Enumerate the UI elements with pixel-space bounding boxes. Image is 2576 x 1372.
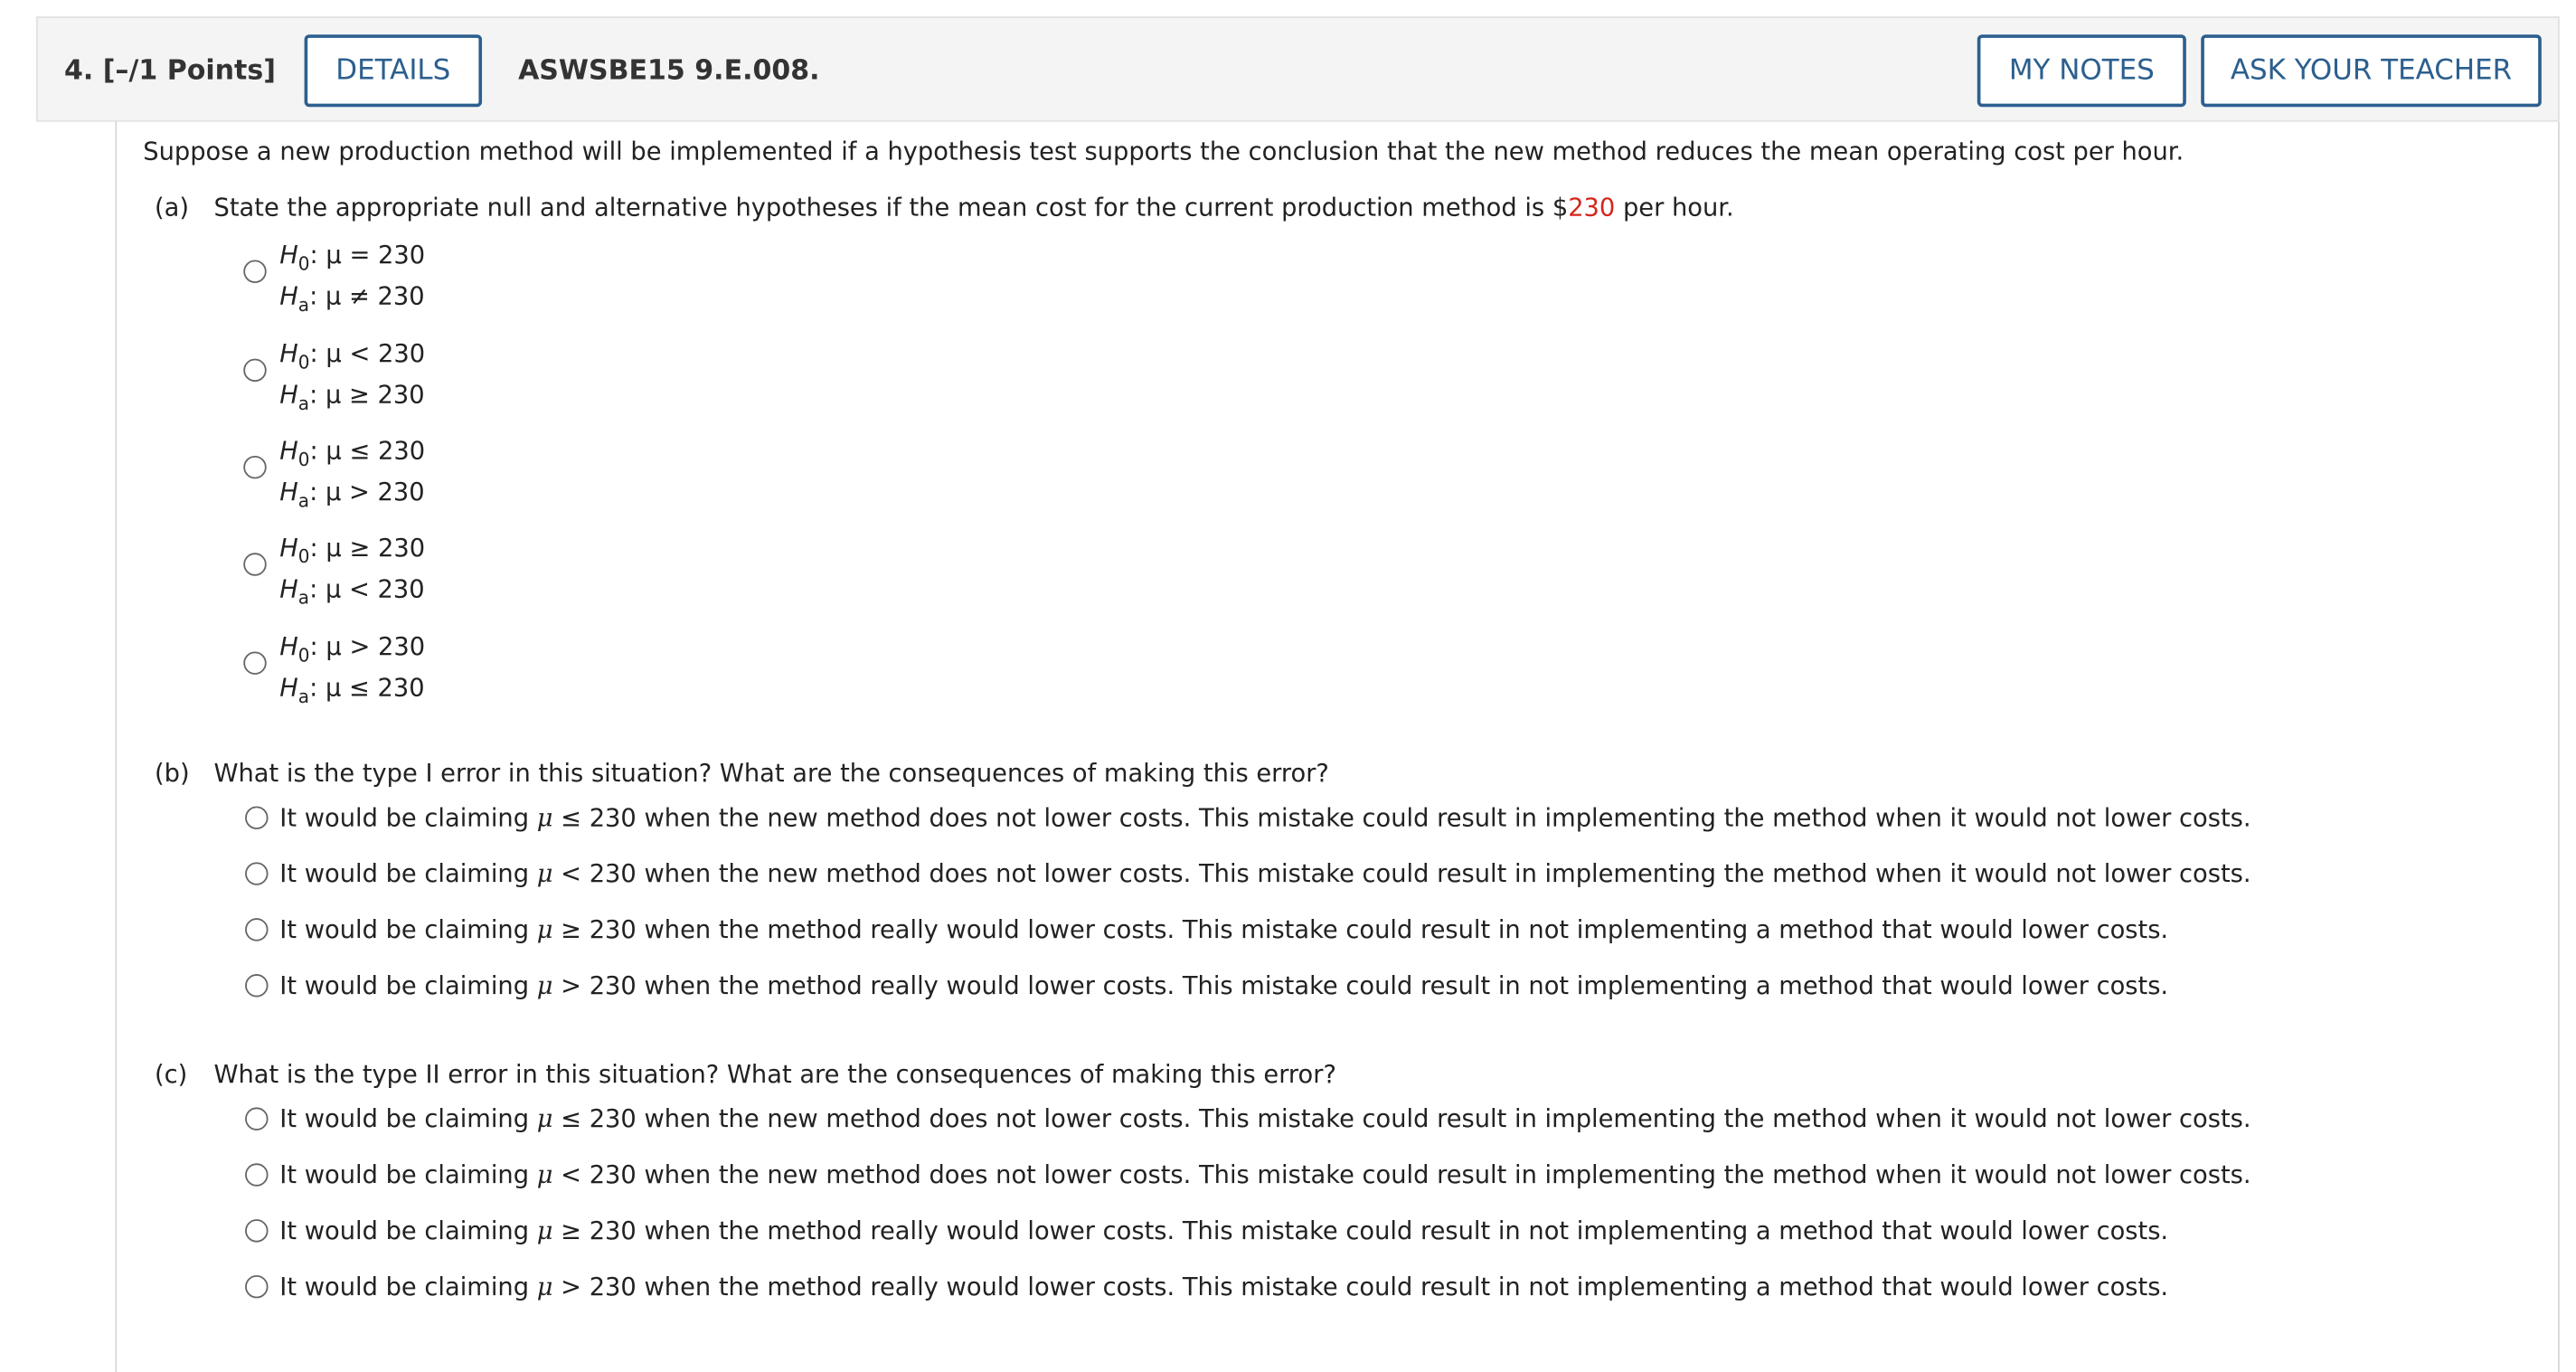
option-text-pre: It would be claiming xyxy=(279,1103,537,1134)
option-text-pre: It would be claiming xyxy=(279,1272,537,1302)
details-button[interactable]: DETAILS xyxy=(305,34,482,107)
part-b-option[interactable] xyxy=(245,859,2250,889)
option-text-post: when the method really would lower costs. This mistake could result in not implementing a method that would lower costs. xyxy=(644,970,2169,1001)
option-text-pre: It would be claiming xyxy=(279,970,537,1001)
part-a-prompt-suffix: per hour. xyxy=(1615,192,1734,222)
part-b-option[interactable] xyxy=(245,970,2168,1000)
hypothesis-expression: : μ < 230 xyxy=(309,338,426,369)
hypothesis-expression: : μ ≠ 230 xyxy=(309,281,425,311)
part-a-cost-value: 230 xyxy=(1568,192,1616,222)
hypothesis-expression: : μ ≥ 230 xyxy=(309,380,425,411)
question-points: 4. [–/1 Points] xyxy=(63,54,276,86)
part-b-option-radio[interactable] xyxy=(245,918,268,941)
option-text-post: when the method really would lower costs. This mistake could result in not implementing a method that would lower costs. xyxy=(644,914,2169,945)
part-b-option-radio[interactable] xyxy=(245,974,268,997)
part-a-option-radio[interactable] xyxy=(243,651,266,674)
option-text xyxy=(279,859,2250,889)
question-header xyxy=(36,16,2560,121)
option-text-mu: μ xyxy=(536,1159,553,1190)
option-text xyxy=(279,915,2168,945)
null-hypothesis: $H_0$: μ > 230 xyxy=(279,631,426,667)
hypothesis-expression: : μ ≤ 230 xyxy=(309,436,426,466)
alternative-hypothesis: $H_a$: μ ≤ 230 xyxy=(279,673,425,708)
option-text-rel: ≤ 230 xyxy=(552,802,645,833)
option-text-post: when the new method does not lower costs. This mistake could result in implementing the method when it would not lower costs. xyxy=(644,802,2251,833)
part-c-option-radio[interactable] xyxy=(245,1107,268,1130)
null-hypothesis: $H_0$: μ ≥ 230 xyxy=(279,533,426,568)
option-text-mu: μ xyxy=(536,970,553,1001)
part-b-prompt: What is the type I error in this situation? What are the consequences of making this error? xyxy=(213,758,1329,789)
option-text-mu: μ xyxy=(536,1216,553,1246)
null-hypothesis: $H_0$: μ < 230 xyxy=(279,338,426,374)
hypothesis-expression: : μ ≤ 230 xyxy=(309,673,425,703)
part-c-option[interactable] xyxy=(245,1160,2250,1190)
part-b-label: (b) xyxy=(155,758,190,789)
option-text-rel: > 230 xyxy=(552,970,645,1001)
my-notes-button[interactable]: MY NOTES xyxy=(1977,34,2186,107)
option-text-pre: It would be claiming xyxy=(279,1159,537,1190)
part-a-option-radio[interactable] xyxy=(243,260,266,282)
hypothesis-expression: : μ > 230 xyxy=(309,631,426,662)
option-text xyxy=(279,1216,2168,1245)
alternative-hypothesis: $H_a$: μ ≠ 230 xyxy=(279,281,425,317)
option-text-mu: μ xyxy=(536,1103,553,1134)
option-text-rel: ≥ 230 xyxy=(552,914,645,945)
part-b-option[interactable] xyxy=(245,803,2250,833)
part-c-option-radio[interactable] xyxy=(245,1219,268,1242)
alternative-hypothesis: $H_a$: μ < 230 xyxy=(279,573,425,610)
hypothesis-expression: : μ = 230 xyxy=(309,240,426,270)
part-c-option-radio[interactable] xyxy=(245,1163,268,1186)
option-text-pre: It would be claiming xyxy=(279,1216,537,1246)
part-b-option[interactable] xyxy=(245,915,2168,945)
option-text xyxy=(279,1160,2250,1190)
null-hypothesis: $H_0$: μ ≤ 230 xyxy=(279,436,426,471)
part-a-option-radio[interactable] xyxy=(243,456,266,478)
option-text-mu: μ xyxy=(536,914,553,945)
part-c-prompt: What is the type II error in this situation? What are the consequences of making this error? xyxy=(213,1059,1336,1090)
part-c-option[interactable] xyxy=(245,1104,2250,1134)
part-c-option[interactable] xyxy=(245,1272,2168,1301)
null-hypothesis: $H_0$: μ = 230 xyxy=(279,240,426,275)
hypothesis-expression: : μ ≥ 230 xyxy=(309,533,426,563)
option-text-rel: ≥ 230 xyxy=(552,1216,645,1246)
option-text-rel: < 230 xyxy=(552,1159,645,1190)
option-text-rel: ≤ 230 xyxy=(552,1103,645,1134)
option-text-pre: It would be claiming xyxy=(279,802,537,833)
alternative-hypothesis: $H_a$: μ ≥ 230 xyxy=(279,380,425,415)
option-text xyxy=(279,803,2250,833)
part-b-option-radio[interactable] xyxy=(245,806,268,828)
part-a-label: (a) xyxy=(155,192,190,222)
part-a-option-radio[interactable] xyxy=(243,359,266,382)
part-c-option[interactable] xyxy=(245,1216,2168,1245)
option-text xyxy=(279,970,2168,1000)
ask-your-teacher-button[interactable]: ASK YOUR TEACHER xyxy=(2201,34,2542,107)
option-text-rel: > 230 xyxy=(552,1272,645,1302)
option-text xyxy=(279,1104,2250,1134)
problem-code: ASWSBE15 9.E.008. xyxy=(518,54,820,86)
option-text-pre: It would be claiming xyxy=(279,914,537,945)
option-text-post: when the new method does not lower costs. This mistake could result in implementing the method when it would not lower costs. xyxy=(644,1103,2251,1134)
part-c-option-radio[interactable] xyxy=(245,1275,268,1298)
part-a-prompt-text: State the appropriate null and alternative hypotheses if the mean cost for the current production method is $ xyxy=(213,192,1569,222)
option-text-post: when the new method does not lower costs. This mistake could result in implementing the method when it would not lower costs. xyxy=(644,858,2251,889)
option-text-mu: μ xyxy=(536,1272,553,1302)
alternative-hypothesis: $H_a$: μ > 230 xyxy=(279,477,425,512)
part-c-label: (c) xyxy=(155,1059,188,1090)
part-b-option-radio[interactable] xyxy=(245,862,268,885)
option-text-post: when the method really would lower costs. This mistake could result in not implementing a method that would lower costs. xyxy=(644,1216,2169,1246)
option-text-pre: It would be claiming xyxy=(279,858,537,889)
option-text-rel: < 230 xyxy=(552,858,645,889)
option-text-mu: μ xyxy=(536,802,553,833)
option-text-mu: μ xyxy=(536,858,553,889)
option-text-post: when the method really would lower costs. This mistake could result in not implementing a method that would lower costs. xyxy=(644,1272,2169,1302)
hypothesis-expression: : μ > 230 xyxy=(309,477,425,507)
option-text xyxy=(279,1272,2168,1301)
hypothesis-expression: : μ < 230 xyxy=(309,573,425,604)
part-a-prompt xyxy=(214,193,1734,222)
option-text-post: when the new method does not lower costs. This mistake could result in implementing the method when it would not lower costs. xyxy=(644,1159,2251,1190)
part-a-option-radio[interactable] xyxy=(243,553,266,575)
intro-text: Suppose a new production method will be implemented if a hypothesis test supports the conclusion that the new method reduces the mean operating cost per hour. xyxy=(143,137,2184,166)
